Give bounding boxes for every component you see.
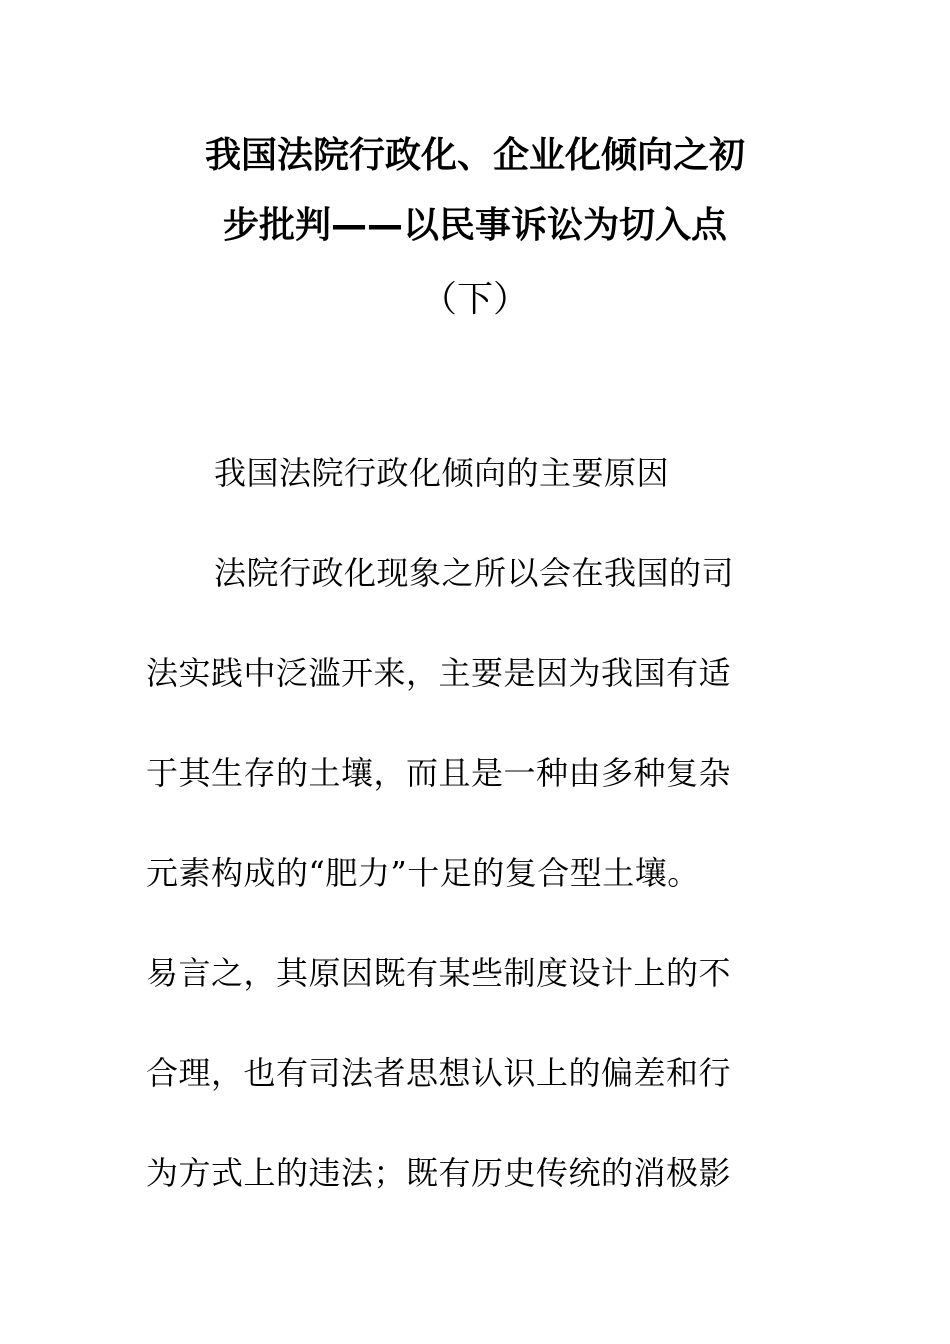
paragraph-line: 合理，也有司法者思想认识上的偏差和行 (146, 1054, 732, 1092)
paragraph-line: 于其生存的土壤，而且是一种由多种复杂 (146, 754, 732, 792)
document-title-line-2: 步批判——以民事诉讼为切入点 (222, 205, 727, 246)
paragraph-line: 为方式上的违法；既有历史传统的消极影 (146, 1154, 732, 1192)
paragraph-line: 法院行政化现象之所以会在我国的司 (214, 554, 735, 592)
paragraph-line: 法实践中泛滥开来，主要是因为我国有适 (146, 654, 732, 692)
document-title-line-3: （下） (420, 279, 529, 320)
section-heading: 我国法院行政化倾向的主要原因 (214, 454, 670, 492)
paragraph-line: 元素构成的“肥力”十足的复合型土壤。 (146, 854, 700, 892)
paragraph-line: 易言之，其原因既有某些制度设计上的不 (146, 954, 732, 992)
document-title-line-1: 我国法院行政化、企业化倾向之初 (204, 135, 745, 176)
